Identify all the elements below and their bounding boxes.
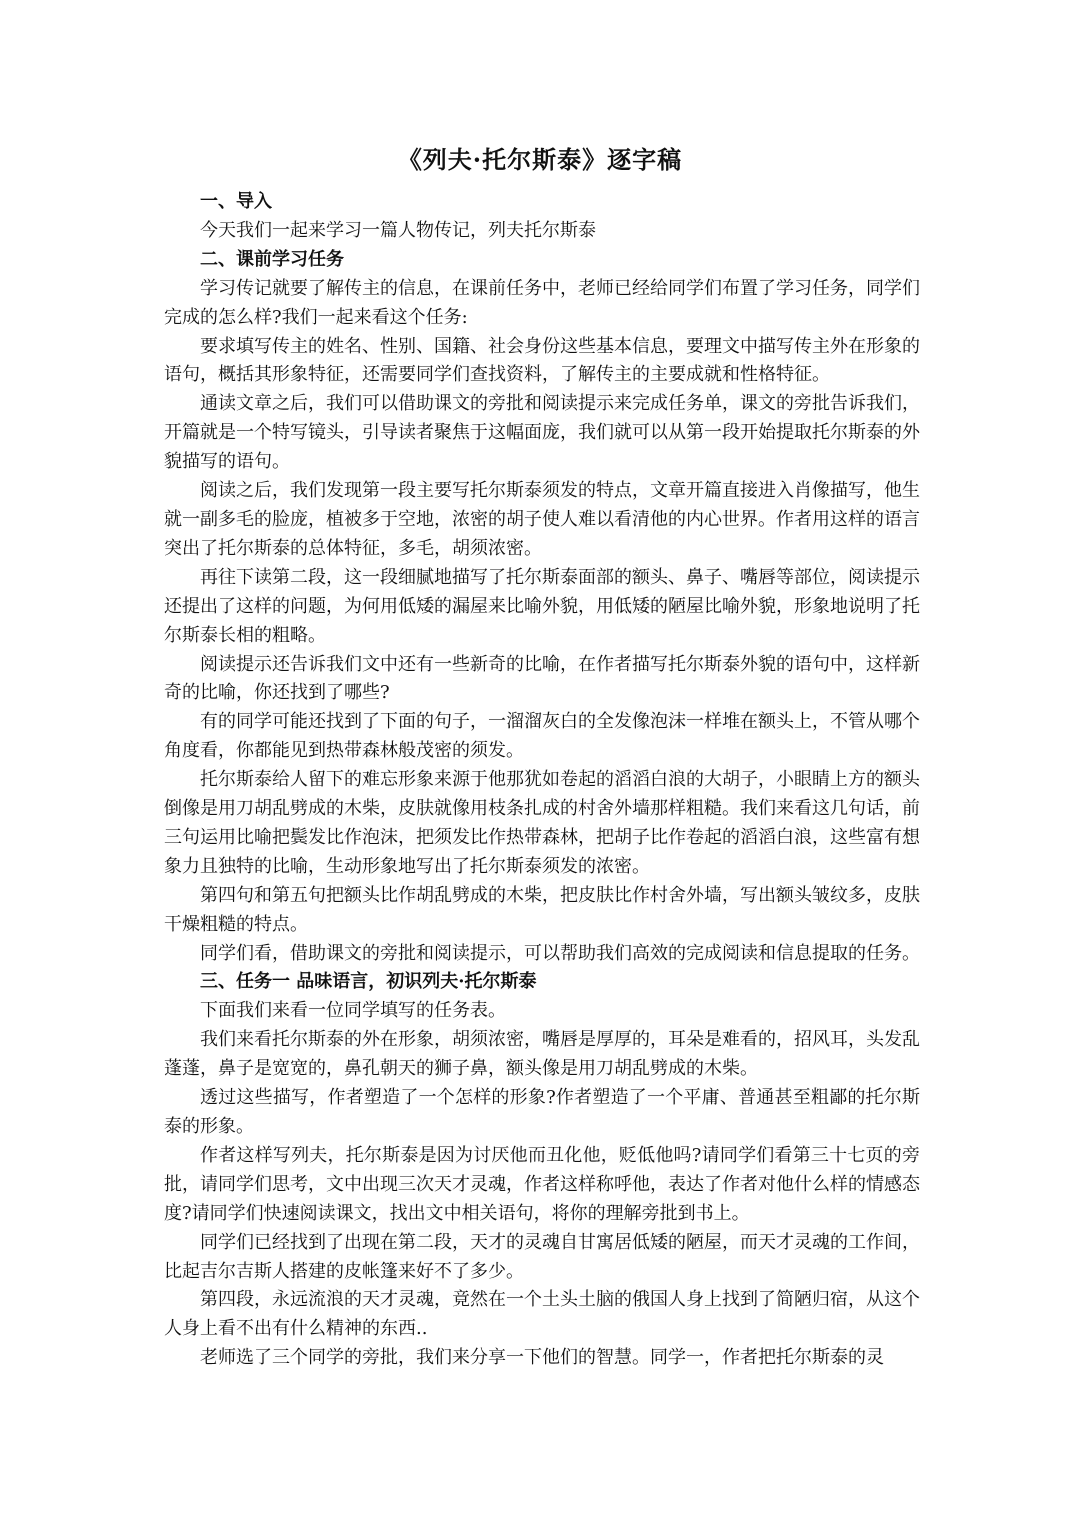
paragraph: 下面我们来看一位同学填写的任务表。 — [200, 1000, 506, 1022]
paragraph: 我们来看托尔斯泰的外在形象，胡须浓密，嘴唇是厚厚的，耳朵是难看的，招风耳，头发乱蓬蓬，鼻子是宽宽的，鼻孔朝天的狮子鼻，额头像是用刀胡乱劈成的木柴。 — [164, 1029, 920, 1080]
paragraph: 同学们已经找到了出现在第二段，天才的灵魂自甘寓居低矮的陋屋，而天才灵魂的工作间，比起吉尔吉斯人搭建的皮帐篷来好不了多少。 — [164, 1231, 920, 1282]
document-body — [164, 188, 920, 1373]
paragraph: 托尔斯泰给人留下的难忘形象来源于他那犹如卷起的滔滔白浪的大胡子，小眼睛上方的额头倒像是用刀胡乱劈成的木柴，皮肤就像用枝条扎成的村舍外墙那样粗糙。我们来看这几句话，前三句运用比喻把鬓发比作泡沫，把须发比作热带森林，把胡子比作卷起的滔滔白浪，这些富有想象力且独特的比喻，生动形象地写出了托尔斯泰须发的浓密。 — [164, 769, 920, 877]
paragraph: 同学们看，借助课文的旁批和阅读提示，可以帮助我们高效的完成阅读和信息提取的任务。 — [200, 942, 920, 964]
paragraph: 要求填写传主的姓名、性别、国籍、社会身份这些基本信息，要理文中描写传主外在形象的语句，概括其形象特征，还需要同学们查找资料，了解传主的主要成就和性格特征。 — [164, 335, 920, 386]
paragraph: 第四句和第五句把额头比作胡乱劈成的木柴，把皮肤比作村舍外墙，写出额头皱纹多，皮肤干燥粗糙的特点。 — [164, 884, 920, 935]
paragraph: 学习传记就要了解传主的信息，在课前任务中，老师已经给同学们布置了学习任务，同学们完成的怎么样?我们一起来看这个任务: — [164, 277, 920, 328]
paragraph: 阅读提示还告诉我们文中还有一些新奇的比喻，在作者描写托尔斯泰外貌的语句中，这样新奇的比喻，你还找到了哪些? — [164, 653, 920, 704]
section-heading-pre-class-task: 二、课前学习任务 — [200, 248, 344, 270]
paragraph: 再往下读第二段，这一段细腻地描写了托尔斯泰面部的额头、鼻子、嘴唇等部位，阅读提示还提出了这样的问题，为何用低矮的漏屋来比喻外貌，用低矮的陋屋比喻外貌，形象地说明了托尔斯泰长相的粗略。 — [164, 566, 920, 646]
section-heading-intro: 一、导入 — [200, 191, 272, 212]
paragraph: 通读文章之后，我们可以借助课文的旁批和阅读提示来完成任务单，课文的旁批告诉我们，开篇就是一个特写镜头，引导读者聚焦于这幅面庞，我们就可以从第一段开始提取托尔斯泰的外貌描写的语句。 — [164, 393, 920, 473]
paragraph: 有的同学可能还找到了下面的句子，一溜溜灰白的全发像泡沫一样堆在额头上，不管从哪个角度看，你都能见到热带森林般茂密的须发。 — [164, 711, 920, 762]
paragraph: 第四段，永远流浪的天才灵魂，竟然在一个土头土脑的俄国人身上找到了简陋归宿，从这个人身上看不出有什么精神的东西.. — [164, 1289, 920, 1340]
section-heading-task-one: 三、任务一 品味语言，初识列夫·托尔斯泰 — [200, 971, 537, 993]
paragraph: 今天我们一起来学习一篇人物传记，列夫托尔斯泰 — [200, 219, 596, 241]
paragraph: 阅读之后，我们发现第一段主要写托尔斯泰须发的特点，文章开篇直接进入肖像描写，他生就一副多毛的脸庞，植被多于空地，浓密的胡子使人难以看清他的内心世界。作者用这样的语言突出了托尔斯泰的总体特征，多毛，胡须浓密。 — [164, 480, 920, 559]
paragraph: 作者这样写列夫，托尔斯泰是因为讨厌他而丑化他，贬低他吗?请同学们看第三十七页的旁批，请同学们思考，文中出现三次天才灵魂，作者这样称呼他，表达了作者对他什么样的情感态度?请同学们快速阅读课文，找出文中相关语句，将你的理解旁批到书上。 — [164, 1144, 920, 1224]
paragraph: 老师选了三个同学的旁批，我们来分享一下他们的智慧。同学一，作者把托尔斯泰的灵 — [200, 1347, 884, 1369]
paragraph: 透过这些描写，作者塑造了一个怎样的形象?作者塑造了一个平庸、普通甚至粗鄙的托尔斯泰的形象。 — [164, 1087, 920, 1137]
page-title: 《列夫·托尔斯泰》逐字稿 — [397, 145, 683, 174]
